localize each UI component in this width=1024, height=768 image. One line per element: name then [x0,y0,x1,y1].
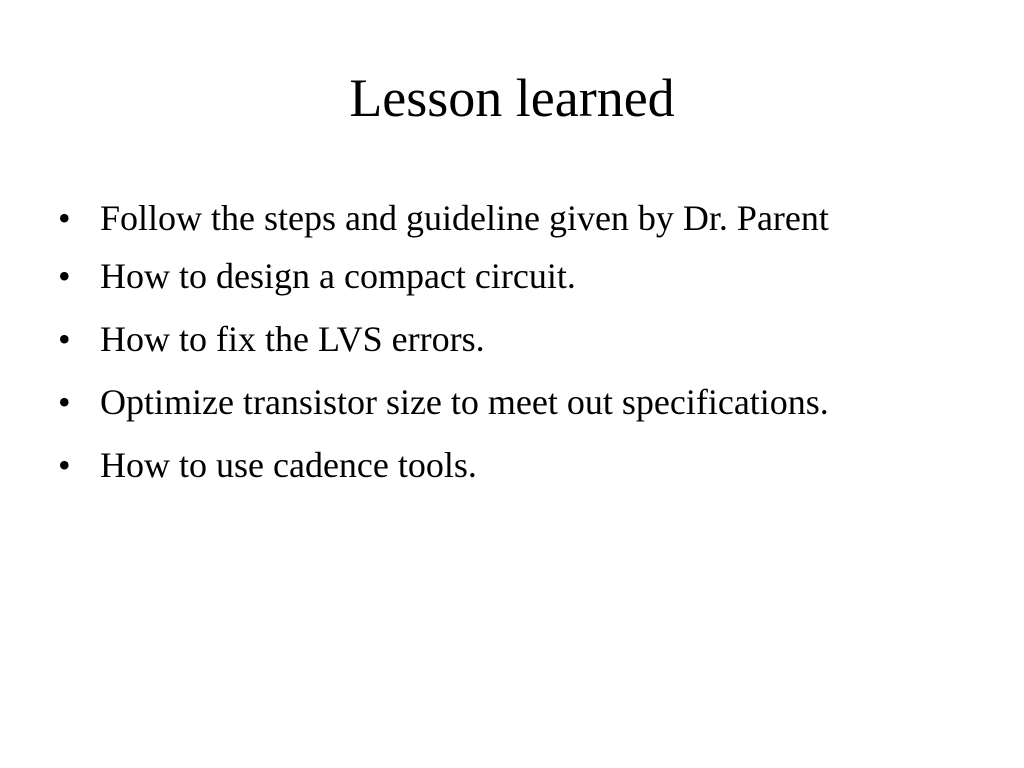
bullet-item [58,439,958,491]
bullet-icon: • [58,198,71,238]
bullet-text: How to fix the LVS errors. [100,319,485,359]
bullet-icon: • [58,256,71,296]
slide-title: Lesson learned [349,68,675,128]
bullet-list [58,186,958,502]
bullet-item [58,250,958,302]
bullet-item [58,313,958,365]
bullet-icon: • [58,382,71,422]
bullet-text: How to use cadence tools. [100,445,477,485]
bullet-icon: • [58,445,71,485]
bullet-text: Optimize transistor size to meet out specifications. [100,382,829,422]
bullet-icon: • [58,319,71,359]
bullet-item [58,376,958,428]
bullet-text: Follow the steps and guideline given by Dr. Parent [100,198,829,238]
bullet-text: How to design a compact circuit. [100,256,576,296]
bullet-item [58,186,958,250]
